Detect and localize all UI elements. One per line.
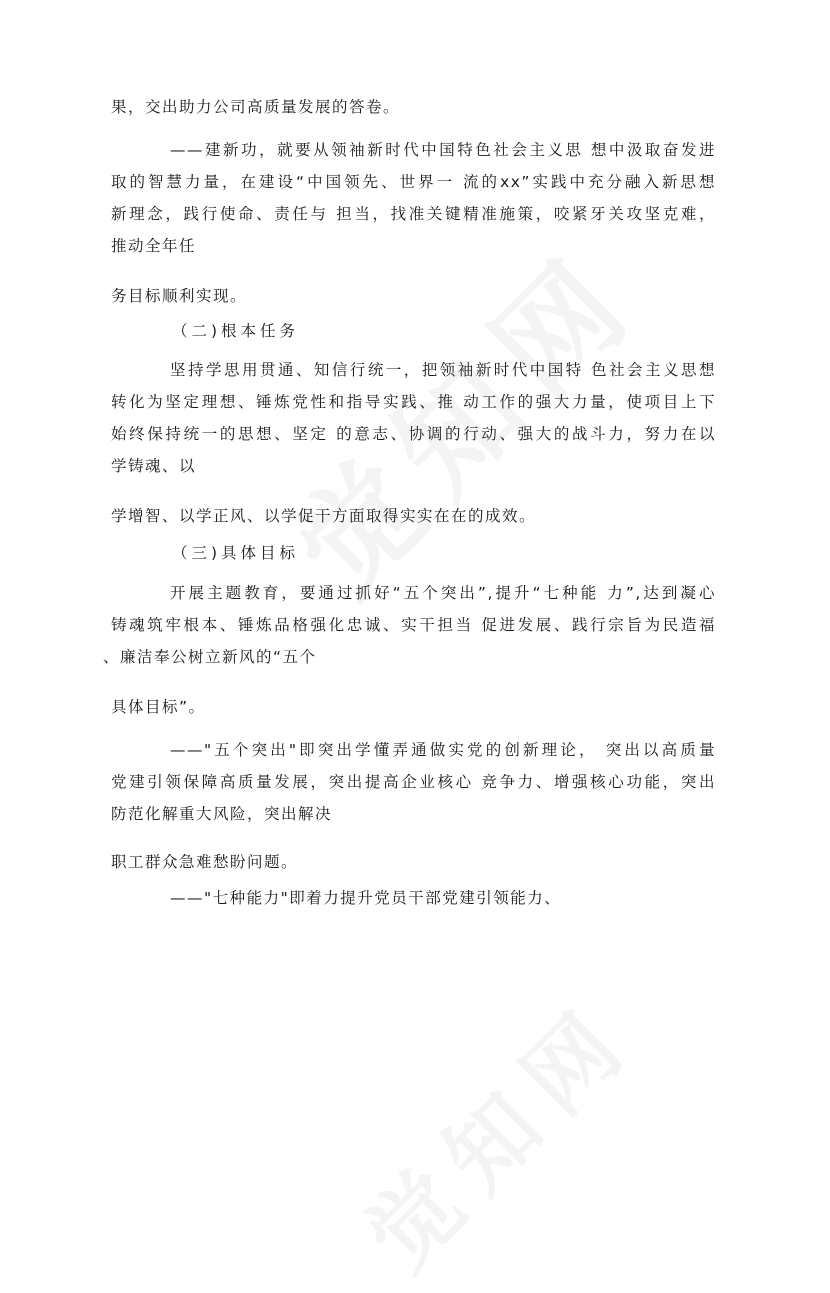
paragraph-line: 具体目标”。 [111, 698, 206, 716]
paragraph-line: ——"五个突出"即突出学懂弄通做实党的创新理论， 突出以高质量 [170, 741, 716, 759]
paragraph-line: 党建引领保障高质量发展，突出提高企业核心 竞争力、增强核心功能，突出 [111, 773, 716, 791]
paragraph-line: 果，交出助力公司高质量发展的答卷。 [111, 98, 401, 116]
paragraph-line: 防范化解重大风险，突出解决 [111, 805, 333, 823]
paragraph-line: 务目标顺利实现。 [111, 287, 248, 305]
paragraph-line: ——"七种能力"即着力提升党员干部党建引领能力、 [170, 889, 562, 907]
paragraph-line: ——建新功，就要从领袖新时代中国特色社会主义思 想中汲取奋发进 [170, 141, 716, 159]
paragraph-line: 学铸魂、以 [111, 457, 197, 475]
paragraph-line: 推动全年任 [111, 237, 197, 255]
paragraph-line: 新理念，践行使命、责任与 担当，找准关键精准施策，咬紧牙关攻坚克难， [111, 205, 716, 223]
paragraph-line: 转化为坚定理想、锤炼党性和指导实践、推 动工作的强大力量，使项目上下 [111, 393, 716, 411]
section-heading: （二)根本任务 [172, 322, 300, 340]
paragraph-line: 职工群众急难愁盼问题。 [111, 853, 299, 871]
paragraph-line: 坚持学思用贯通、知信行统一，把领袖新时代中国特 色社会主义思想 [170, 361, 716, 379]
watermark [251, 207, 670, 626]
paragraph-line: 学增智、以学正风、以学促干方面取得实实在在的成效。 [111, 507, 537, 525]
paragraph-line: 开展主题教育，要通过抓好“五个突出”,提升“七种能 力”,达到凝心 [170, 584, 716, 602]
paragraph-line: 、廉洁奉公树立新风的“五个 [103, 648, 317, 666]
paragraph-line: 取的智慧力量，在建设“中国领先、世界一 流的xx”实践中充分融入新思想 [111, 173, 716, 191]
watermark-bottom [332, 967, 657, 1292]
paragraph-line: 铸魂筑牢根本、锤炼品格强化忠诚、实干担当 促进发展、践行宗旨为民造福 [111, 616, 716, 634]
section-heading: （三)具体目标 [172, 544, 300, 562]
paragraph-line: 始终保持统一的思想、坚定 的意志、协调的行动、强大的战斗力，努力在以 [111, 425, 716, 443]
